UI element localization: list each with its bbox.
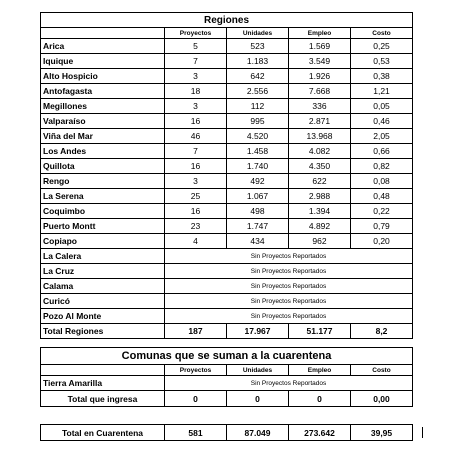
region-proyectos: 18 [165, 84, 227, 99]
region-unidades: 4.520 [227, 129, 289, 144]
region-name: La Cruz [41, 264, 165, 279]
region-proyectos: 16 [165, 159, 227, 174]
region-proyectos: 4 [165, 234, 227, 249]
region-name: Pozo Al Monte [41, 309, 165, 324]
region-proyectos: 7 [165, 144, 227, 159]
region-empleo: 3.549 [289, 54, 351, 69]
header-unidades: Unidades [227, 365, 289, 376]
region-empleo: 2.988 [289, 189, 351, 204]
table-row [41, 54, 413, 69]
region-name: Quillota [41, 159, 165, 174]
table-row [41, 174, 413, 189]
region-unidades: 995 [227, 114, 289, 129]
region-unidades: 1.740 [227, 159, 289, 174]
table-row [41, 144, 413, 159]
region-unidades: 112 [227, 99, 289, 114]
table-row [41, 309, 413, 324]
region-proyectos: 25 [165, 189, 227, 204]
total-empleo: 0 [289, 391, 351, 407]
no-projects-note: Sin Proyectos Reportados [165, 279, 413, 294]
region-proyectos: 3 [165, 174, 227, 189]
region-name: Arica [41, 39, 165, 54]
region-unidades: 642 [227, 69, 289, 84]
regiones-total-row [41, 324, 413, 339]
region-proyectos: 3 [165, 69, 227, 84]
region-unidades: 434 [227, 234, 289, 249]
header-costo: Costo [351, 365, 413, 376]
table-row [41, 99, 413, 114]
region-unidades: 492 [227, 174, 289, 189]
header-unidades: Unidades [227, 28, 289, 39]
region-unidades: 1.067 [227, 189, 289, 204]
table-row [41, 129, 413, 144]
region-empleo: 1.926 [289, 69, 351, 84]
table-row [41, 249, 413, 264]
cuarentena-total-label: Total en Cuarentena [41, 425, 165, 441]
region-costo: 0,53 [351, 54, 413, 69]
header-blank [41, 365, 165, 376]
header-costo: Costo [351, 28, 413, 39]
region-empleo: 1.394 [289, 204, 351, 219]
region-empleo: 336 [289, 99, 351, 114]
table-row [41, 376, 413, 391]
region-proyectos: 16 [165, 114, 227, 129]
region-costo: 0,20 [351, 234, 413, 249]
region-unidades: 498 [227, 204, 289, 219]
total-costo: 8,2 [351, 324, 413, 339]
region-name: Alto Hospicio [41, 69, 165, 84]
comunas-table [40, 347, 413, 407]
region-name: Rengo [41, 174, 165, 189]
no-projects-note: Sin Proyectos Reportados [165, 264, 413, 279]
region-costo: 0,48 [351, 189, 413, 204]
region-empleo: 962 [289, 234, 351, 249]
table-row [41, 39, 413, 54]
text-cursor [422, 427, 423, 438]
header-empleo: Empleo [289, 365, 351, 376]
region-costo: 0,25 [351, 39, 413, 54]
total-empleo: 51.177 [289, 324, 351, 339]
table-row [41, 264, 413, 279]
region-costo: 0,79 [351, 219, 413, 234]
region-costo: 0,05 [351, 99, 413, 114]
comunas-total-row [41, 391, 413, 407]
region-empleo: 4.350 [289, 159, 351, 174]
no-projects-note: Sin Proyectos Reportados [165, 309, 413, 324]
region-proyectos: 16 [165, 204, 227, 219]
region-unidades: 1.747 [227, 219, 289, 234]
region-empleo: 2.871 [289, 114, 351, 129]
region-proyectos: 3 [165, 99, 227, 114]
cuarentena-total-table [40, 424, 413, 441]
region-name: Iquique [41, 54, 165, 69]
regiones-title: Regiones [41, 13, 413, 28]
region-costo: 0,66 [351, 144, 413, 159]
table-row [41, 84, 413, 99]
regiones-title-row [41, 13, 413, 28]
region-costo: 0,22 [351, 204, 413, 219]
region-unidades: 2.556 [227, 84, 289, 99]
comunas-title-row [41, 348, 413, 365]
table-row [41, 234, 413, 249]
total-unidades: 0 [227, 391, 289, 407]
region-name: Puerto Montt [41, 219, 165, 234]
cuarentena-total-row [41, 425, 413, 441]
region-costo: 0,08 [351, 174, 413, 189]
region-name: Los Andes [41, 144, 165, 159]
cuarentena-total-empleo: 273.642 [289, 425, 351, 441]
header-proyectos: Proyectos [165, 365, 227, 376]
region-proyectos: 23 [165, 219, 227, 234]
comunas-title: Comunas que se suman a la cuarentena [41, 348, 413, 365]
table-row [41, 69, 413, 84]
region-proyectos: 46 [165, 129, 227, 144]
region-unidades: 523 [227, 39, 289, 54]
comuna-name: Tierra Amarilla [41, 376, 165, 391]
regiones-header-row [41, 28, 413, 39]
region-costo: 2,05 [351, 129, 413, 144]
region-costo: 0,38 [351, 69, 413, 84]
comunas-header-row [41, 365, 413, 376]
cuarentena-total-unidades: 87.049 [227, 425, 289, 441]
no-projects-note: Sin Proyectos Reportados [165, 294, 413, 309]
region-unidades: 1.183 [227, 54, 289, 69]
header-empleo: Empleo [289, 28, 351, 39]
region-empleo: 13.968 [289, 129, 351, 144]
no-projects-note: Sin Proyectos Reportados [165, 249, 413, 264]
table-row [41, 294, 413, 309]
region-empleo: 4.082 [289, 144, 351, 159]
no-projects-note: Sin Proyectos Reportados [165, 376, 413, 391]
header-proyectos: Proyectos [165, 28, 227, 39]
region-name: Copiapo [41, 234, 165, 249]
region-empleo: 1.569 [289, 39, 351, 54]
table-row [41, 159, 413, 174]
total-proyectos: 187 [165, 324, 227, 339]
region-name: Calama [41, 279, 165, 294]
region-name: Megillones [41, 99, 165, 114]
region-costo: 1,21 [351, 84, 413, 99]
cuarentena-total-proyectos: 581 [165, 425, 227, 441]
total-label: Total que ingresa [41, 391, 165, 407]
cuarentena-total-costo: 39,95 [351, 425, 413, 441]
table-row [41, 219, 413, 234]
region-name: La Serena [41, 189, 165, 204]
region-name: Valparaíso [41, 114, 165, 129]
total-costo: 0,00 [351, 391, 413, 407]
region-costo: 0,46 [351, 114, 413, 129]
region-name: Curicó [41, 294, 165, 309]
region-empleo: 7.668 [289, 84, 351, 99]
region-name: La Calera [41, 249, 165, 264]
region-unidades: 1.458 [227, 144, 289, 159]
table-row [41, 204, 413, 219]
table-row [41, 114, 413, 129]
table-row [41, 279, 413, 294]
total-proyectos: 0 [165, 391, 227, 407]
region-empleo: 4.892 [289, 219, 351, 234]
total-unidades: 17.967 [227, 324, 289, 339]
table-row [41, 189, 413, 204]
region-empleo: 622 [289, 174, 351, 189]
region-proyectos: 5 [165, 39, 227, 54]
region-name: Coquimbo [41, 204, 165, 219]
regiones-table [40, 12, 413, 339]
header-blank [41, 28, 165, 39]
region-name: Viña del Mar [41, 129, 165, 144]
region-proyectos: 7 [165, 54, 227, 69]
region-name: Antofagasta [41, 84, 165, 99]
region-costo: 0,82 [351, 159, 413, 174]
total-label: Total Regiones [41, 324, 165, 339]
